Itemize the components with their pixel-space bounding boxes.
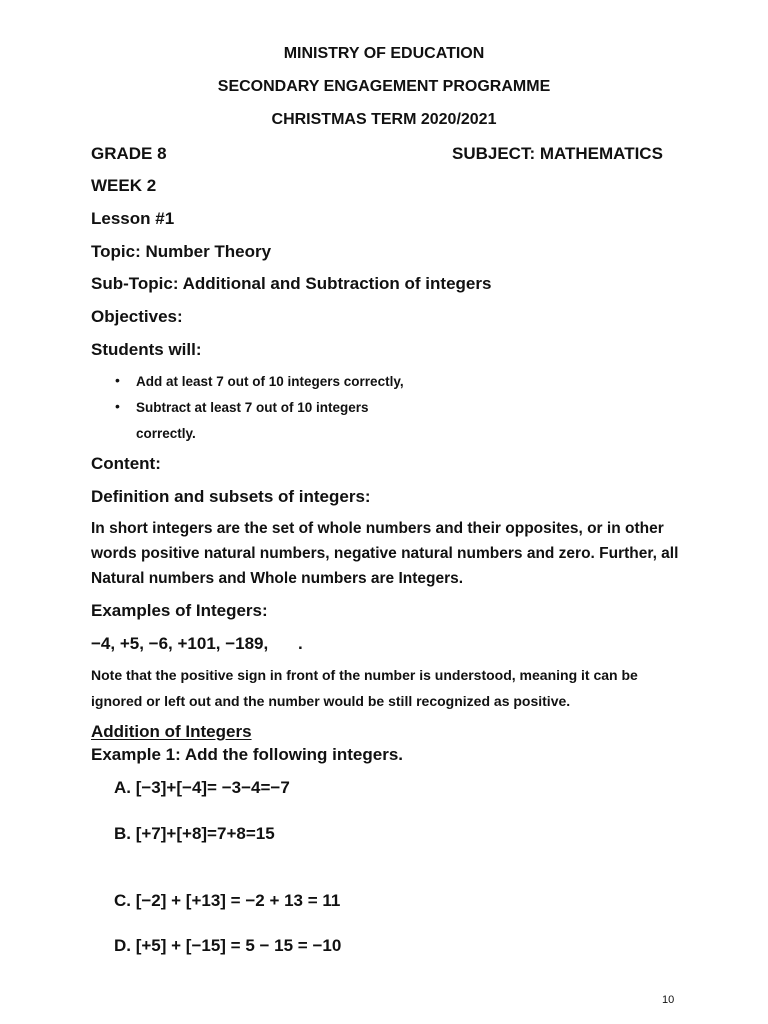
addition-heading: Addition of Integers xyxy=(91,722,252,741)
note-paragraph: Note that the positive sign in front of the number is understood, meaning it can be ignored or left out and the number would be still recognized as positive. xyxy=(91,667,638,709)
header-term: CHRISTMAS TERM 2020/2021 xyxy=(271,111,497,128)
bullet-marker: • xyxy=(115,372,120,388)
examples-trailing-dot: . xyxy=(298,634,303,653)
subject-label: SUBJECT: MATHEMATICS xyxy=(452,144,663,163)
objectives-heading: Objectives: xyxy=(91,307,183,326)
example-1-title: Example 1: Add the following integers. xyxy=(91,745,404,764)
examples-list: −4, +5, −6, +101, −189, xyxy=(91,634,269,653)
examples-heading: Examples of Integers: xyxy=(91,601,268,620)
example-item-a: A. [−3]+[−4]= −3−4=−7 xyxy=(114,778,290,797)
week-label: WEEK 2 xyxy=(91,176,157,195)
header-programme: SECONDARY ENGAGEMENT PROGRAMME xyxy=(217,78,551,95)
page-number: 10 xyxy=(662,994,675,1006)
definition-paragraph: In short integers are the set of whole numbers and their opposites, or in other words positive natural numbers, negative natural numbers and zero. Further, all Natural numbers and Whole numbers are Integers. xyxy=(91,520,679,587)
lesson-label: Lesson #1 xyxy=(91,209,175,228)
topic-label: Topic: Number Theory xyxy=(91,242,272,261)
objective-item: Subtract at least 7 out of 10 integers xyxy=(136,400,369,415)
example-item-d: D. [+5] + [−15] = 5 − 15 = −10 xyxy=(114,936,342,955)
definition-heading: Definition and subsets of integers: xyxy=(91,487,371,506)
students-will-heading: Students will: xyxy=(91,340,202,359)
example-item-c: C. [−2] + [+13] = −2 + 13 = 11 xyxy=(114,891,341,910)
header-ministry: MINISTRY OF EDUCATION xyxy=(283,45,485,62)
objective-item: Add at least 7 out of 10 integers correctly, xyxy=(136,374,404,389)
content-heading: Content: xyxy=(91,454,161,473)
subtopic-label: Sub-Topic: Additional and Subtraction of integers xyxy=(91,274,492,293)
bullet-marker: • xyxy=(115,398,120,414)
grade-label: GRADE 8 xyxy=(91,144,167,163)
objective-item-continued: correctly. xyxy=(136,426,196,441)
example-item-b: B. [+7]+[+8]=7+8=15 xyxy=(114,824,275,843)
